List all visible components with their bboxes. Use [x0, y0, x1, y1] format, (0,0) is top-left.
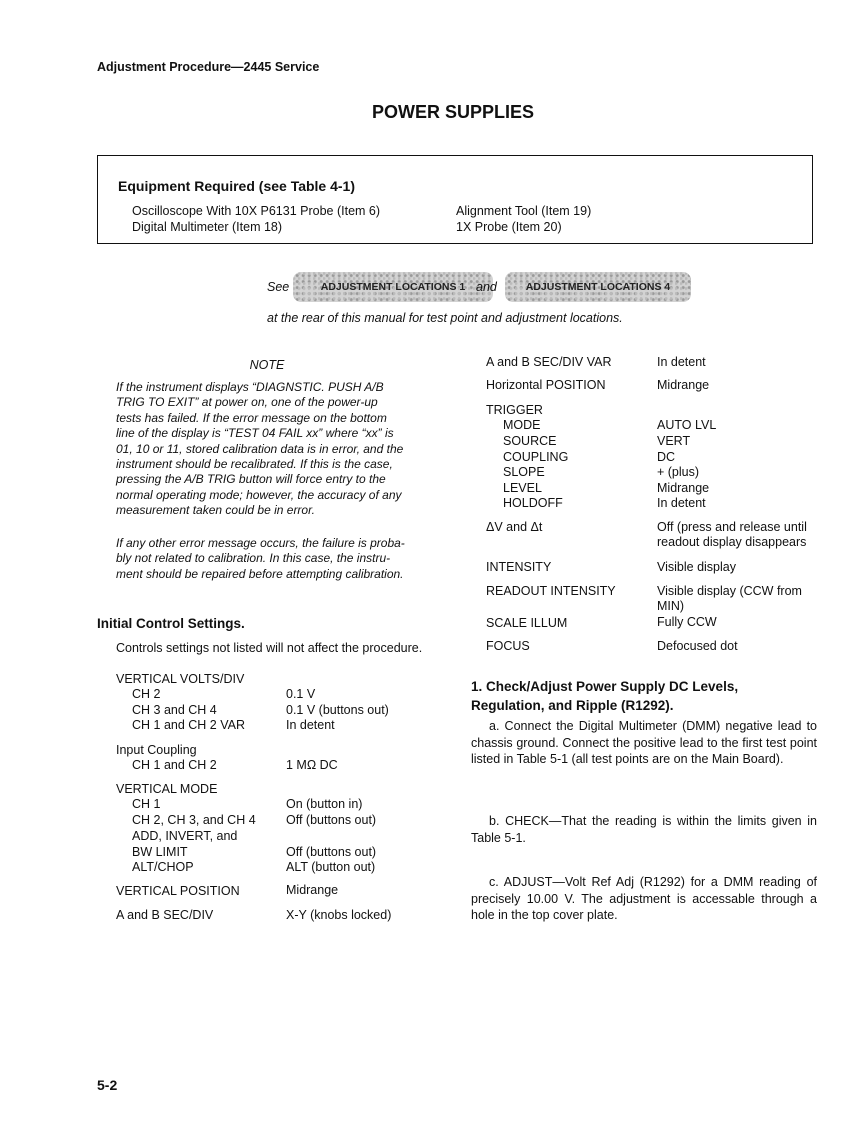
note-line: tests has failed. If the error message on the bottom — [116, 410, 387, 425]
setting-value: In detent — [657, 355, 706, 369]
note-line: instrument should be recalibrated. If this is the case, — [116, 457, 393, 472]
equipment-box — [97, 155, 813, 244]
controls-note: Controls settings not listed will not affect the procedure. — [116, 641, 423, 655]
setting-value: Midrange — [657, 378, 710, 392]
setting-label: Horizontal POSITION — [486, 378, 606, 392]
setting-label: Input Coupling — [116, 743, 197, 757]
setting-label: READOUT INTENSITY — [486, 584, 616, 598]
note-line: normal operating mode; however, the accuracy of any — [116, 487, 402, 502]
heading-line: Regulation, and Ripple (R1292). — [471, 698, 674, 713]
equipment-item: 1X Probe (Item 20) — [456, 220, 562, 234]
setting-value: Defocused dot — [657, 639, 738, 653]
setting-value: Midrange — [657, 481, 710, 495]
setting-label: COUPLING — [503, 450, 569, 464]
setting-value: readout display disappears — [657, 535, 807, 549]
setting-label: INTENSITY — [486, 560, 552, 574]
setting-label: CH 1 and CH 2 — [132, 758, 217, 772]
note-title: NOTE — [249, 358, 285, 372]
equipment-item: Oscilloscope With 10X P6131 Probe (Item 6) — [132, 204, 381, 218]
note-line: bly not related to calibration. In this case, the instru- — [116, 551, 391, 566]
setting-label: A and B SEC/DIV VAR — [486, 355, 612, 369]
note-line: 01, 10 or 11, stored calibration data is in error, and the — [116, 441, 404, 456]
setting-value: VERT — [657, 434, 691, 448]
setting-value: 0.1 V — [286, 687, 316, 701]
equipment-item: Digital Multimeter (Item 18) — [132, 220, 283, 234]
equipment-item: Alignment Tool (Item 19) — [456, 204, 592, 218]
equipment-title: Equipment Required (see Table 4-1) — [118, 178, 356, 194]
setting-label: A and B SEC/DIV — [116, 908, 214, 922]
setting-label: SOURCE — [503, 434, 557, 448]
step-1-heading — [471, 677, 738, 715]
setting-label: FOCUS — [486, 639, 530, 653]
setting-value: 1 MΩ DC — [286, 758, 338, 772]
setting-value: X-Y (knobs locked) — [286, 908, 392, 922]
setting-value: In detent — [657, 496, 706, 510]
adjustment-locations-4-badge[interactable] — [505, 272, 691, 302]
page-number: 5-2 — [97, 1077, 118, 1093]
setting-label: CH 1 — [132, 797, 161, 811]
setting-label: TRIGGER — [486, 403, 543, 417]
setting-label: CH 3 and CH 4 — [132, 703, 217, 717]
setting-value: Off (buttons out) — [286, 813, 377, 827]
adjustment-locations-1-badge[interactable] — [293, 272, 493, 302]
setting-value: 0.1 V (buttons out) — [286, 703, 389, 717]
note-line: If any other error message occurs, the failure is proba- — [116, 536, 405, 550]
note-line: If the instrument displays “DIAGNSTIC. PUSH A/B — [116, 380, 384, 394]
setting-label: VERTICAL POSITION — [116, 884, 240, 898]
note-line: pressing the A/B TRIG button will force entry to the — [116, 472, 386, 487]
heading-line: 1. Check/Adjust Power Supply DC Levels, — [471, 679, 739, 694]
rear-of-manual-text: at the rear of this manual for test point and adjustment locations. — [267, 311, 623, 325]
setting-value: MIN) — [657, 599, 685, 613]
setting-value: DC — [657, 450, 676, 464]
setting-value: On (button in) — [286, 797, 363, 811]
badge-label: ADJUSTMENT LOCATIONS 1 — [320, 281, 466, 293]
setting-value: Visible display — [657, 560, 736, 574]
setting-label: CH 2 — [132, 687, 161, 701]
note-line: line of the display is “TEST 04 FAIL xx” where “xx” is — [116, 426, 394, 441]
setting-label: VERTICAL VOLTS/DIV — [116, 672, 245, 686]
setting-label: CH 2, CH 3, and CH 4 — [132, 813, 256, 827]
note-line: measurement taken could be in error. — [116, 503, 315, 518]
note-paragraph-2 — [116, 536, 428, 582]
setting-label: CH 1 and CH 2 VAR — [132, 718, 246, 732]
setting-label: LEVEL — [503, 481, 542, 495]
setting-value: Midrange — [286, 883, 339, 897]
note-paragraph-1 — [116, 380, 428, 519]
setting-value: + (plus) — [657, 465, 700, 479]
step-1b: b. CHECK—That the reading is within the limits given in Table 5-1. — [471, 814, 817, 845]
setting-label: HOLDOFF — [503, 496, 563, 510]
page-title: POWER SUPPLIES — [371, 102, 535, 122]
setting-label: ΔV and Δt — [486, 520, 543, 534]
setting-value: ALT (button out) — [286, 860, 376, 874]
setting-label: SLOPE — [503, 465, 545, 479]
note-line: ment should be repaired before attempting calibration. — [116, 566, 404, 581]
setting-value: AUTO LVL — [657, 418, 717, 432]
and-word: and — [476, 280, 497, 294]
see-reference-line — [267, 272, 707, 302]
setting-label: SCALE ILLUM — [486, 616, 568, 630]
setting-label: MODE — [503, 418, 541, 432]
setting-label: BW LIMIT — [132, 845, 188, 859]
step-1a: a. Connect the Digital Multimeter (DMM) negative lead to chassis ground. Connect the positive lead to the first test point listed in Table 5-1 (all test points are on the Main Board). — [471, 719, 817, 766]
step-1c: c. ADJUST—Volt Ref Adj (R1292) for a DMM reading of precisely 10.00 V. The adjustment is accessable through a hole in the top cover plate. — [471, 875, 817, 922]
running-header: Adjustment Procedure—2445 Service — [97, 60, 320, 74]
initial-settings-heading: Initial Control Settings. — [97, 616, 245, 631]
setting-value: In detent — [286, 718, 335, 732]
note-line: TRIG TO EXIT” at power on, one of the power-up — [116, 395, 378, 410]
setting-label: ADD, INVERT, and — [132, 829, 238, 843]
setting-value: Off (press and release until — [657, 520, 807, 534]
setting-value: Off (buttons out) — [286, 845, 377, 859]
setting-label: VERTICAL MODE — [116, 782, 218, 796]
badge-label: ADJUSTMENT LOCATIONS 4 — [525, 281, 671, 293]
see-word: See — [267, 280, 290, 294]
setting-value: Visible display (CCW from — [657, 584, 802, 598]
setting-value: Fully CCW — [657, 615, 717, 629]
setting-label: ALT/CHOP — [132, 860, 194, 874]
